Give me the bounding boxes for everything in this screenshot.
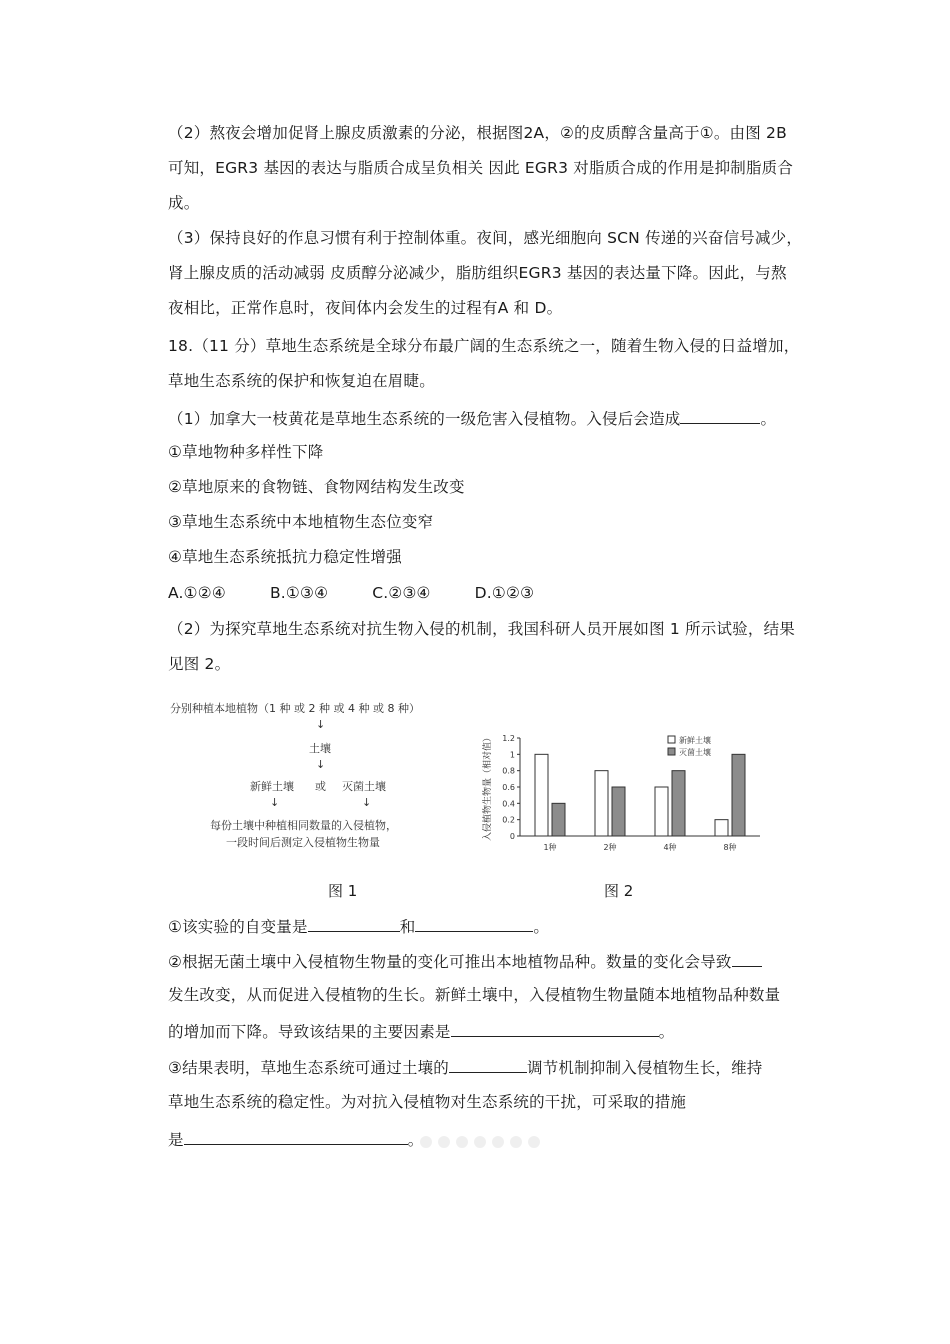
sub-question-3-line-3	[168, 1128, 423, 1150]
answer-blank-2[interactable]	[308, 915, 400, 932]
fig1-step-3-or: 或	[315, 780, 326, 793]
y-axis-label: 入侵植物生物量（相对值）	[483, 732, 493, 842]
option-c[interactable]: C.②③④	[372, 584, 431, 602]
bar-sterile-2	[612, 787, 625, 836]
legend-swatch-sterile	[668, 748, 675, 755]
y-tick-label: 0.2	[502, 815, 515, 825]
bar-sterile-4	[732, 754, 745, 836]
fig1-step-3-left: 新鲜土壤	[250, 780, 294, 793]
item-4: ④草地生态系统抵抗力稳定性增强	[168, 548, 402, 566]
x-tick-label: 2种	[603, 843, 617, 852]
p2-line-2: 可知，EGR3 基因的表达与脂质合成呈负相关 因此 EGR3 对脂质合成的作用是抑制脂质合	[168, 159, 794, 177]
fig1-arrow-1: ↓	[316, 718, 326, 731]
legend-swatch-fresh	[668, 736, 675, 743]
y-tick-label: 1	[509, 750, 515, 760]
q18-2-line-1: （2）为探究草地生态系统对抗生物入侵的机制，我国科研人员开展如图 1 所示试验，结果	[168, 620, 795, 638]
y-tick-label: 0.6	[502, 783, 515, 792]
y-tick-label: 0	[509, 832, 515, 841]
figure-2-chart	[478, 728, 778, 863]
x-tick-label: 4种	[663, 843, 677, 852]
s1-end: 。	[533, 918, 550, 936]
q18-line-1: 18.（11 分）草地生态系统是全球分布最广阔的生态系统之一，随着生物入侵的日益增加，	[168, 337, 800, 355]
sub-question-3-line-1	[168, 1056, 763, 1078]
p3-line-2: 肾上腺皮质的活动减弱 皮质醇分泌减少，脂肪组织EGR3 基因的表达量下降。因此，与熬	[168, 264, 787, 282]
answer-blank-7[interactable]	[184, 1128, 408, 1145]
sub-question-2-line-1	[168, 950, 762, 972]
figure-2-caption: 图 2	[604, 882, 634, 900]
s3-line-3-end: 。	[407, 1131, 424, 1149]
s2-line-1-text: ②根据无菌土壤中入侵植物生物量的变化可推出本地植物品种。数量的变化会导致	[168, 953, 732, 971]
s3-line-1-suffix: 调节机制抑制入侵植物生长，维持	[527, 1059, 763, 1077]
fig1-step-1: 分别种植本地植物（1 种 或 2 种 或 4 种 或 8 种）	[170, 702, 420, 715]
answer-blank-4[interactable]	[732, 950, 762, 967]
answer-blank-3[interactable]	[415, 915, 533, 932]
answer-blank-6[interactable]	[449, 1056, 527, 1073]
y-tick-label: 0.8	[502, 766, 515, 776]
fig1-step-4-line-2: 一段时间后测定入侵植物生物量	[226, 836, 380, 849]
bar-sterile-3	[672, 771, 685, 836]
answer-blank-5[interactable]	[451, 1020, 659, 1037]
s1-prefix: ①该实验的自变量是	[168, 918, 308, 936]
legend-label-sterile: 灭菌土壤	[679, 748, 711, 757]
s2-line-2: 发生改变，从而促进入侵植物的生长。新鲜土壤中，入侵植物生物量随本地植物品种数量	[168, 986, 781, 1004]
fig1-arrow-2: ↓	[316, 758, 326, 771]
bar-fresh-4	[715, 820, 728, 836]
s2-line-3-prefix: 的增加而下降。导致该结果的主要因素是	[168, 1023, 451, 1041]
item-2: ②草地原来的食物链、食物网结构发生改变	[168, 478, 465, 496]
s2-line-3-end: 。	[658, 1023, 675, 1041]
bar-chart-svg	[478, 728, 778, 863]
sub-question-1	[168, 915, 549, 937]
x-tick-label: 8种	[723, 843, 737, 852]
q18-2-line-2: 见图 2。	[168, 655, 231, 673]
fig1-step-3-right: 灭菌土壤	[342, 780, 386, 793]
fig1-arrow-3: ↓	[270, 796, 280, 809]
bar-fresh-3	[655, 787, 668, 836]
sub-question-2-line-3	[168, 1020, 674, 1042]
y-tick-label: 1.2	[502, 734, 515, 743]
fig1-arrow-4: ↓	[362, 796, 372, 809]
fig1-step-4-line-1: 每份土壤中种植相同数量的入侵植物，	[210, 819, 397, 832]
bar-fresh-1	[535, 754, 548, 836]
option-a[interactable]: A.①②④	[168, 584, 226, 602]
bar-fresh-2	[595, 771, 608, 836]
option-b[interactable]: B.①③④	[269, 584, 329, 602]
p2-line-1: （2）熬夜会增加促肾上腺皮质激素的分泌，根据图2A，②的皮质醇含量高于①。由图 2B	[168, 124, 787, 142]
x-tick-label: 1种	[543, 843, 557, 852]
answer-blank-1[interactable]	[680, 407, 760, 424]
q18-1-suffix: 。	[760, 410, 777, 428]
legend-label-fresh: 新鲜土壤	[679, 736, 711, 745]
faint-watermark-dots	[418, 1133, 548, 1151]
y-tick-label: 0.4	[502, 799, 515, 809]
item-1: ①草地物种多样性下降	[168, 443, 324, 461]
p2-line-3: 成。	[168, 194, 200, 212]
item-3: ③草地生态系统中本地植物生态位变窄	[168, 513, 434, 531]
bar-sterile-1	[552, 803, 565, 836]
q18-line-2: 草地生态系统的保护和恢复迫在眉睫。	[168, 372, 435, 390]
p3-line-3: 夜相比，正常作息时，夜间体内会发生的过程有A 和 D。	[168, 299, 563, 317]
option-d[interactable]: D.①②③	[474, 584, 535, 602]
s3-line-1-prefix: ③结果表明，草地生态系统可通过土壤的	[168, 1059, 449, 1077]
figure-1-diagram	[170, 700, 470, 860]
figure-1-caption: 图 1	[328, 882, 358, 900]
s3-line-2: 草地生态系统的稳定性。为对抗入侵植物对生态系统的干扰，可采取的措施	[168, 1093, 687, 1111]
options-row	[168, 583, 578, 603]
s1-and: 和	[399, 918, 416, 936]
p3-line-1: （3）保持良好的作息习惯有利于控制体重。夜间，感光细胞向 SCN 传递的兴奋信号减少，	[168, 229, 803, 247]
q18-1-prefix: （1）加拿大一枝黄花是草地生态系统的一级危害入侵植物。入侵后会造成	[168, 410, 681, 428]
q18-1-question	[168, 407, 776, 429]
fig1-step-2: 土壤	[309, 742, 331, 755]
s3-line-3-prefix: 是	[168, 1131, 184, 1149]
